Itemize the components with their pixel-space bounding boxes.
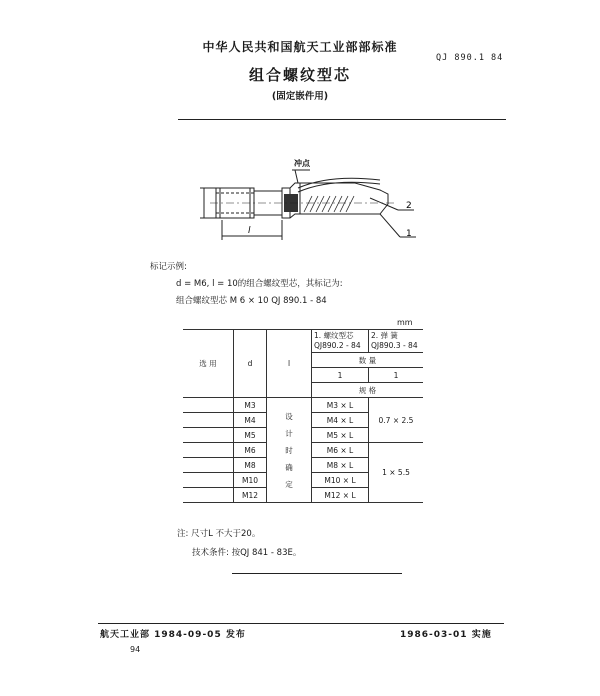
label-punch-point: 冲点 xyxy=(294,159,310,168)
table-row-d: M3 xyxy=(234,398,267,413)
use-cell xyxy=(183,488,234,503)
header-core: 1. 螺纹型芯 QJ890.2 - 84 xyxy=(312,330,369,353)
example-line-2: 组合螺纹型芯 M 6 × 10 QJ 890.1 - 84 xyxy=(176,296,327,306)
spring-spec-a: 0.7 × 2.5 xyxy=(369,398,424,443)
notes-divider xyxy=(232,573,402,574)
table-row-core: M10 × L xyxy=(312,473,369,488)
unit-label: mm xyxy=(397,318,413,327)
use-cell xyxy=(183,443,234,458)
use-cell xyxy=(183,428,234,443)
standard-code: QJ 890.1 84 xyxy=(436,53,504,63)
use-cell xyxy=(183,473,234,488)
header-divider xyxy=(178,119,506,120)
spring-spec-b: 1 × 5.5 xyxy=(369,443,424,503)
example-heading: 标记示例: xyxy=(150,262,187,272)
header-use: 选 用 xyxy=(183,330,234,398)
header-l: l xyxy=(267,330,312,398)
table-row-core: M4 × L xyxy=(312,413,369,428)
table-row-d: M8 xyxy=(234,458,267,473)
table-row-d: M5 xyxy=(234,428,267,443)
label-part-2: 2 xyxy=(406,201,412,211)
table-row-d: M10 xyxy=(234,473,267,488)
quantity-core: 1 xyxy=(312,368,369,383)
table-row-core: M5 × L xyxy=(312,428,369,443)
table-row-d: M6 xyxy=(234,443,267,458)
header-d: d xyxy=(234,330,267,398)
note-size-limit: 注: 尺寸L 不大于20。 xyxy=(177,529,261,539)
standard-organization: 中华人民共和国航天工业部部标准 xyxy=(202,40,398,54)
table-row-core: M12 × L xyxy=(312,488,369,503)
header-spring: 2. 弹 簧 QJ890.3 - 84 xyxy=(369,330,424,353)
footer-divider xyxy=(98,623,504,624)
table-row-d: M4 xyxy=(234,413,267,428)
table-row-core: M8 × L xyxy=(312,458,369,473)
issue-date: 航天工业部 1984-09-05 发布 xyxy=(100,630,246,640)
use-cell xyxy=(183,413,234,428)
header-spec: 规 格 xyxy=(312,383,424,398)
design-determined: 设 计 时 确 定 xyxy=(267,398,312,503)
example-line-1: d = M6, l = 10的组合螺纹型芯，其标记为: xyxy=(176,279,343,289)
table-row-core: M6 × L xyxy=(312,443,369,458)
document-title: 组合螺纹型芯 xyxy=(248,66,351,84)
header-quantity: 数 量 xyxy=(312,353,424,368)
note-technical-conditions: 技术条件: 按QJ 841 - 83E。 xyxy=(192,548,302,558)
use-cell xyxy=(183,398,234,413)
use-cell xyxy=(183,458,234,473)
label-length-l: l xyxy=(248,226,251,236)
specification-table xyxy=(183,329,423,503)
table-row-d: M12 xyxy=(234,488,267,503)
label-part-1: 1 xyxy=(406,229,412,239)
threaded-core-drawing xyxy=(180,150,430,250)
effective-date: 1986-03-01 实施 xyxy=(400,630,492,640)
quantity-spring: 1 xyxy=(369,368,424,383)
page-number: 94 xyxy=(130,645,141,654)
table-row-core: M3 × L xyxy=(312,398,369,413)
document-subtitle: (固定嵌件用) xyxy=(271,91,329,102)
